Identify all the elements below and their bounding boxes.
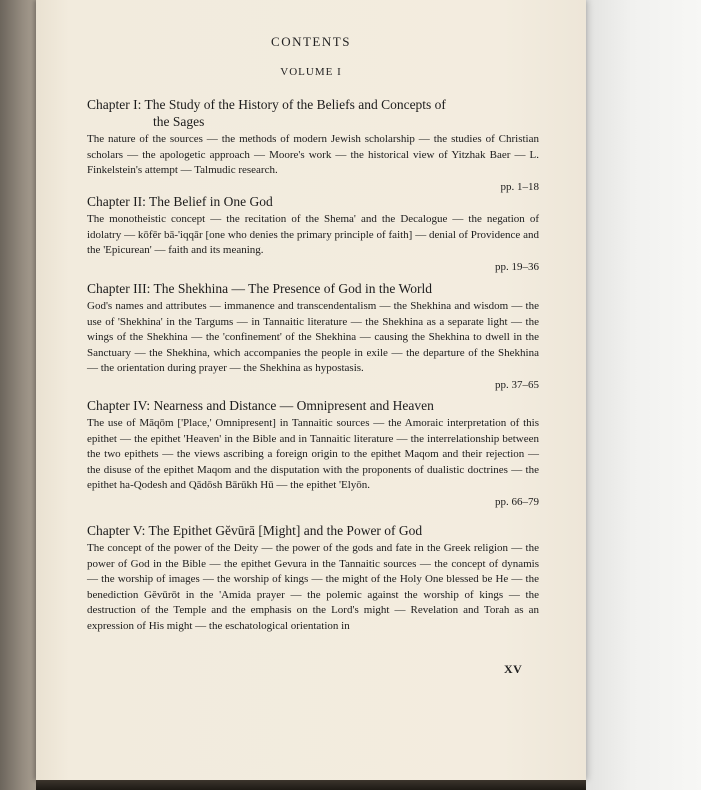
volume-heading: VOLUME I: [280, 66, 342, 78]
page-range: pp. 19–36: [495, 260, 539, 273]
chapter-title: Chapter IV: Nearness and Distance — Omnipresent and Heaven: [87, 398, 434, 413]
page-range: pp. 1–18: [500, 180, 539, 193]
page-number: XV: [504, 662, 523, 676]
book-page: [36, 0, 586, 780]
chapter-1-entry: [87, 96, 539, 195]
page-range: pp. 37–65: [495, 378, 539, 391]
chapter-summary: God's names and attributes — immanence and transcendentalism — the Shekhina and wisdom — the use of 'Shekhina' in the Targums — in Tannaitic literature — the Shekhina as a separate light — the wings of the Shekhina — the 'confinement' of the Shekhina — causing the Shekhina to dwell in the Sanctuary — the Shekhina, which accompanies the people in exile — the departure of the Shekhina — the orientation during prayer — the Shekhina as hypostasis.: [87, 300, 539, 374]
chapter-5-entry: [87, 522, 539, 634]
chapter-summary: The use of Māqōm ['Place,' Omnipresent] in Tannaitic sources — the Amoraic interpretation of this epithet — the epithet 'Heaven' in the Bible and in Tannaitic literature — the interrelationship between the two epithets — the views ascribing a foreign origin to the epithet Maqom and their rejection — the disuse of the epithet Maqom and the disputation with the proponents of dualistic doctrines — the epithet ha-Qodesh and Qādōsh Bārūkh Hū — the epithet 'Elyōn.: [87, 417, 539, 491]
chapter-3-entry: [87, 280, 539, 393]
page-edge-shadow: [36, 780, 586, 790]
page-title: CONTENTS: [271, 34, 351, 49]
chapter-title-line: Chapter I: The Study of the History of the Beliefs and Concepts of: [87, 97, 446, 112]
chapter-title: Chapter III: The Shekhina — The Presence of God in the World: [87, 281, 432, 296]
chapter-summary: The concept of the power of the Deity — the power of the gods and fate in the Greek religion — the power of God in the Bible — the epithet Gevura in the Tannaitic sources — the concept of dynamis — the worship of images — the worship of kings — the might of the Holy One blessed be He — the benediction Gĕvūrōt in the 'Amida prayer — the polemic against the worship of kings — the destruction of the Temple and the emphasis on the Lord's might — Revelation and Torah as an expression of His might — the eschatological orientation in: [87, 542, 539, 632]
chapter-title: Chapter II: The Belief in One God: [87, 194, 273, 209]
chapter-2-entry: [87, 193, 539, 275]
chapter-title: Chapter V: The Epithet Gĕvūrā [Might] and the Power of God: [87, 523, 423, 538]
chapter-summary: The monotheistic concept — the recitation of the Shema' and the Decalogue — the negation of idolatry — kōfēr bā-'iqqār [one who denies the primary principle of faith] — denial of Providence and the 'Epicurean' — faith and its meaning.: [87, 213, 539, 256]
chapter-4-entry: [87, 397, 539, 510]
chapter-title-continuation: the Sages: [153, 114, 205, 129]
background-right: [585, 0, 701, 790]
chapter-title: [87, 96, 539, 130]
background-left: [0, 0, 40, 790]
page-range: pp. 66–79: [495, 495, 539, 508]
chapter-summary: The nature of the sources — the methods of modern Jewish scholarship — the studies of Christian scholars — the apologetic approach — Moore's work — the historical view of Yitzhak Baer — L. Finkelstein's attempt — Talmudic research.: [87, 133, 539, 176]
